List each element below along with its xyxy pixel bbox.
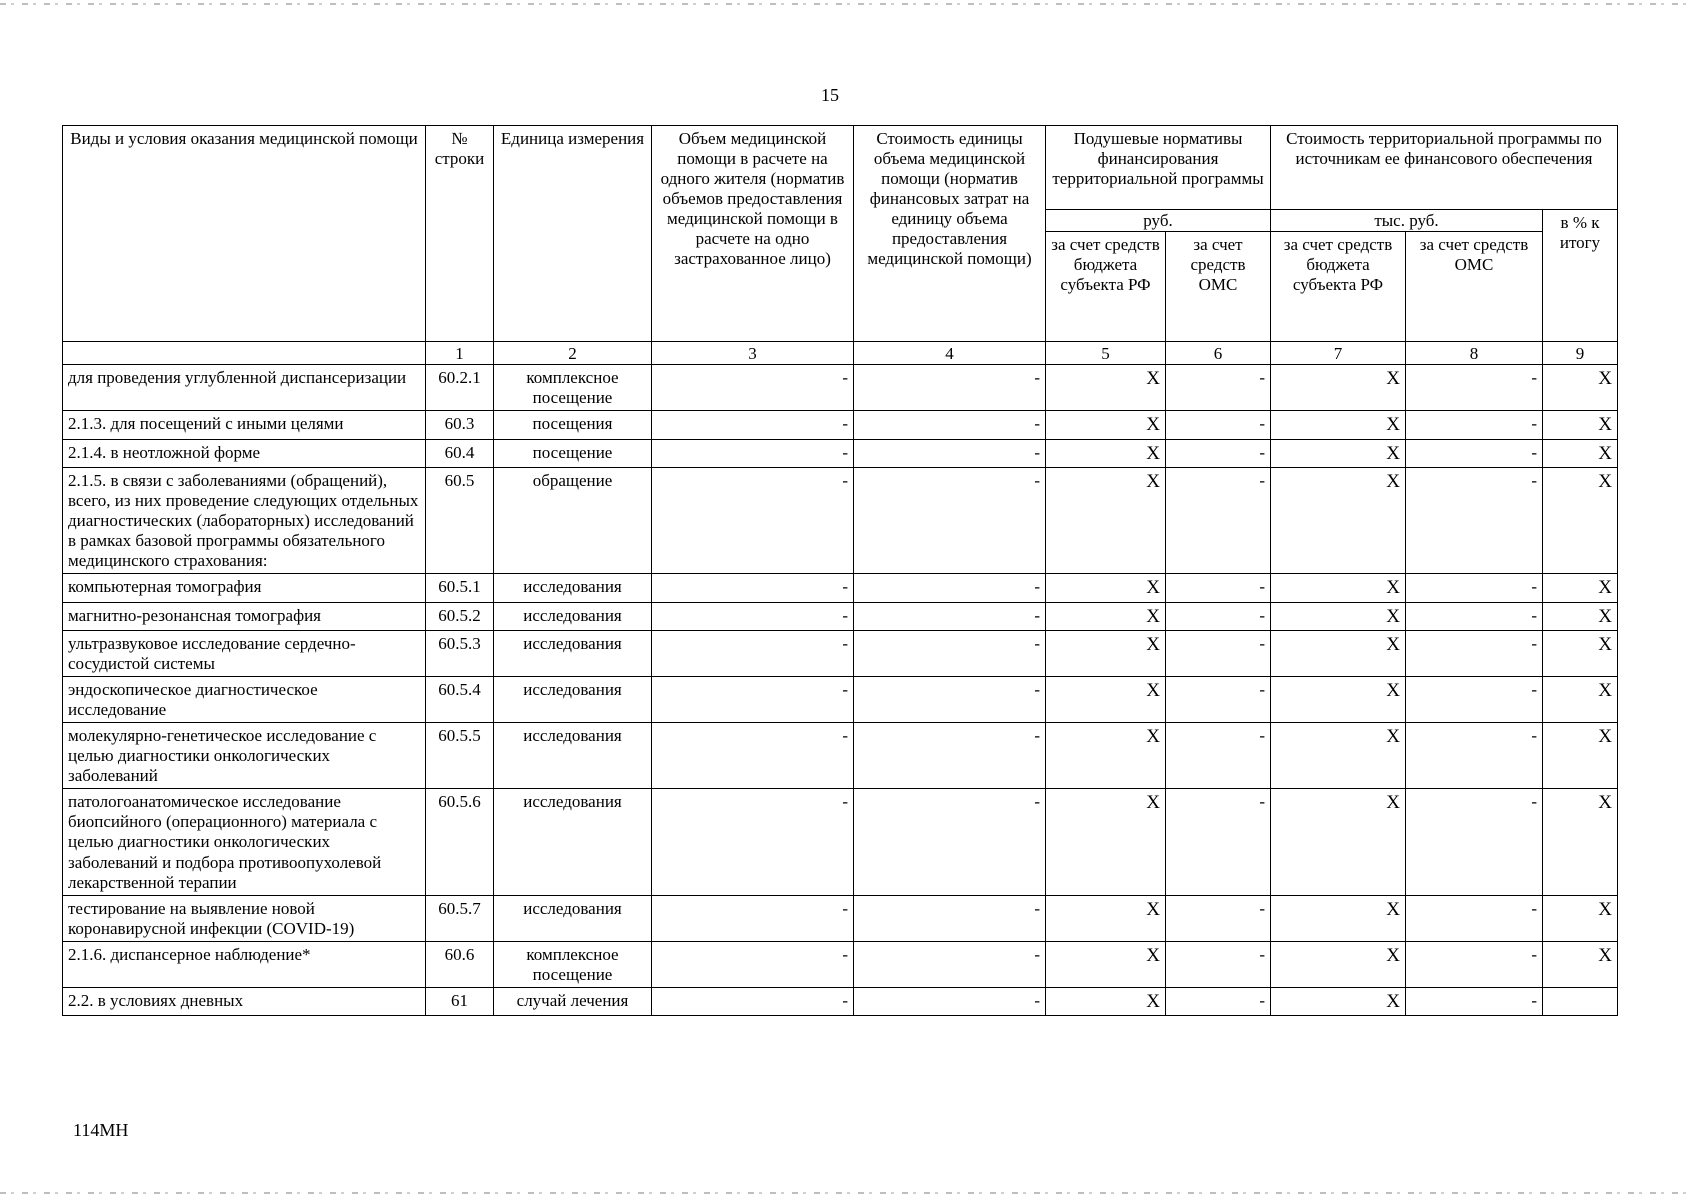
- scan-edge-top: [0, 3, 1686, 5]
- cell-cost-unit: -: [854, 602, 1046, 630]
- cell-oms-rub: -: [1166, 723, 1271, 789]
- cell-budget-rub: X: [1046, 631, 1166, 677]
- cell-volume: -: [652, 411, 854, 439]
- table-row: [63, 411, 1618, 439]
- cell-cost-unit: -: [854, 574, 1046, 602]
- cell-budget-rub: X: [1046, 574, 1166, 602]
- header-thous-rub: тыс. руб.: [1271, 210, 1543, 232]
- header-program-cost: Стоимость территориальной программы по источникам ее финансового обеспечения: [1271, 126, 1618, 210]
- header-line-no: № строки: [426, 126, 494, 342]
- row-unit: посещения: [494, 411, 652, 439]
- table-row: [63, 723, 1618, 789]
- cell-percent: X: [1543, 574, 1618, 602]
- row-name: 2.1.6. диспансерное наблюдение*: [63, 941, 426, 987]
- financing-table: [62, 125, 1618, 1016]
- row-unit: комплексное посещение: [494, 365, 652, 411]
- cell-budget-rub: X: [1046, 941, 1166, 987]
- table-row: [63, 468, 1618, 574]
- cell-oms-thous: -: [1406, 987, 1543, 1015]
- cell-cost-unit: -: [854, 895, 1046, 941]
- cell-volume: -: [652, 602, 854, 630]
- row-unit: исследования: [494, 723, 652, 789]
- row-line-no: 60.5.4: [426, 677, 494, 723]
- table-row: [63, 941, 1618, 987]
- header-kinds: Виды и условия оказания медицинской помощи: [63, 126, 426, 342]
- cell-volume: -: [652, 723, 854, 789]
- row-line-no: 60.4: [426, 439, 494, 467]
- cell-budget-rub: X: [1046, 468, 1166, 574]
- cell-percent: X: [1543, 631, 1618, 677]
- cell-percent: X: [1543, 789, 1618, 895]
- cell-percent: X: [1543, 602, 1618, 630]
- cell-percent: X: [1543, 468, 1618, 574]
- row-name: патологоанатомическое исследование биопсийного (операционного) материала с целью диагностики онкологических заболеваний и подбора противоопухолевой лекарственной терапии: [63, 789, 426, 895]
- cell-budget-thous: X: [1271, 987, 1406, 1015]
- row-line-no: 60.5.2: [426, 602, 494, 630]
- header-unit: Единица измерения: [494, 126, 652, 342]
- column-number-blank: [63, 342, 426, 365]
- header-cost-unit: Стоимость единицы объема медицинской помощи (норматив финансовых затрат на единицу объема предоставления медицинской помощи): [854, 126, 1046, 342]
- column-number: 5: [1046, 342, 1166, 365]
- page-number: 15: [821, 85, 839, 105]
- row-unit: исследования: [494, 602, 652, 630]
- cell-oms-rub: -: [1166, 468, 1271, 574]
- cell-oms-rub: -: [1166, 789, 1271, 895]
- column-number: 2: [494, 342, 652, 365]
- cell-budget-rub: X: [1046, 677, 1166, 723]
- cell-cost-unit: -: [854, 411, 1046, 439]
- cell-oms-thous: -: [1406, 631, 1543, 677]
- header-rub: руб.: [1046, 210, 1271, 232]
- cell-budget-rub: X: [1046, 365, 1166, 411]
- row-name: 2.1.3. для посещений с иными целями: [63, 411, 426, 439]
- cell-percent: X: [1543, 723, 1618, 789]
- header-oms-8: за счет средств ОМС: [1406, 232, 1543, 342]
- row-name: ультразвуковое исследование сердечно-сосудистой системы: [63, 631, 426, 677]
- cell-percent: X: [1543, 365, 1618, 411]
- table-row: [63, 439, 1618, 467]
- cell-oms-thous: -: [1406, 468, 1543, 574]
- cell-percent: X: [1543, 677, 1618, 723]
- table-row: [63, 789, 1618, 895]
- header-budget-rf-5: за счет средств бюджета субъекта РФ: [1046, 232, 1166, 342]
- row-unit: исследования: [494, 574, 652, 602]
- cell-oms-thous: -: [1406, 439, 1543, 467]
- row-line-no: 60.3: [426, 411, 494, 439]
- row-unit: исследования: [494, 631, 652, 677]
- cell-oms-rub: -: [1166, 411, 1271, 439]
- cell-volume: -: [652, 631, 854, 677]
- column-number: 7: [1271, 342, 1406, 365]
- cell-oms-rub: -: [1166, 677, 1271, 723]
- footer-code: 114МН: [73, 1120, 129, 1140]
- cell-budget-thous: X: [1271, 439, 1406, 467]
- row-unit: комплексное посещение: [494, 941, 652, 987]
- cell-oms-thous: -: [1406, 941, 1543, 987]
- cell-cost-unit: -: [854, 723, 1046, 789]
- cell-volume: -: [652, 677, 854, 723]
- table-row: [63, 895, 1618, 941]
- cell-budget-thous: X: [1271, 895, 1406, 941]
- row-unit: исследования: [494, 677, 652, 723]
- header-oms-6: за счет средств ОМС: [1166, 232, 1271, 342]
- cell-oms-rub: -: [1166, 631, 1271, 677]
- row-name: компьютерная томография: [63, 574, 426, 602]
- row-line-no: 60.5.6: [426, 789, 494, 895]
- column-number: 6: [1166, 342, 1271, 365]
- row-line-no: 60.5.1: [426, 574, 494, 602]
- cell-budget-thous: X: [1271, 941, 1406, 987]
- column-number-row: [63, 342, 1618, 365]
- row-name: для проведения углубленной диспансеризации: [63, 365, 426, 411]
- cell-cost-unit: -: [854, 631, 1046, 677]
- cell-budget-thous: X: [1271, 574, 1406, 602]
- cell-oms-thous: -: [1406, 789, 1543, 895]
- header-per-capita: Подушевые нормативы финансирования территориальной программы: [1046, 126, 1271, 210]
- cell-cost-unit: -: [854, 789, 1046, 895]
- row-name: магнитно-резонансная томография: [63, 602, 426, 630]
- column-number: 3: [652, 342, 854, 365]
- cell-budget-thous: X: [1271, 365, 1406, 411]
- cell-budget-thous: X: [1271, 677, 1406, 723]
- row-name: 2.1.5. в связи с заболеваниями (обращений), всего, из них проведение следующих отдельных диагностических (лабораторных) исследований в рамках базовой программы обязательного медицинского страхования:: [63, 468, 426, 574]
- cell-budget-thous: X: [1271, 602, 1406, 630]
- cell-budget-thous: X: [1271, 468, 1406, 574]
- cell-budget-thous: X: [1271, 789, 1406, 895]
- row-unit: обращение: [494, 468, 652, 574]
- column-number: 8: [1406, 342, 1543, 365]
- cell-budget-rub: X: [1046, 439, 1166, 467]
- scan-edge-bottom: [0, 1192, 1686, 1194]
- row-unit: исследования: [494, 789, 652, 895]
- cell-oms-rub: -: [1166, 895, 1271, 941]
- header-percent-total: в % к итогу: [1543, 210, 1618, 342]
- cell-budget-thous: X: [1271, 723, 1406, 789]
- cell-oms-thous: -: [1406, 411, 1543, 439]
- row-line-no: 60.6: [426, 941, 494, 987]
- table-row: [63, 987, 1618, 1015]
- cell-cost-unit: -: [854, 987, 1046, 1015]
- cell-oms-thous: -: [1406, 677, 1543, 723]
- cell-percent: X: [1543, 411, 1618, 439]
- cell-oms-rub: -: [1166, 941, 1271, 987]
- row-name: эндоскопическое диагностическое исследование: [63, 677, 426, 723]
- table-row: [63, 602, 1618, 630]
- row-line-no: 60.5.7: [426, 895, 494, 941]
- cell-percent: X: [1543, 895, 1618, 941]
- cell-oms-thous: -: [1406, 723, 1543, 789]
- cell-oms-rub: -: [1166, 365, 1271, 411]
- cell-budget-rub: X: [1046, 602, 1166, 630]
- table-row: [63, 365, 1618, 411]
- cell-cost-unit: -: [854, 365, 1046, 411]
- cell-oms-rub: -: [1166, 439, 1271, 467]
- cell-budget-rub: X: [1046, 895, 1166, 941]
- cell-budget-thous: X: [1271, 631, 1406, 677]
- table-row: [63, 677, 1618, 723]
- cell-oms-rub: -: [1166, 602, 1271, 630]
- row-name: 2.2. в условиях дневных: [63, 987, 426, 1015]
- cell-volume: -: [652, 789, 854, 895]
- header-budget-rf-7: за счет средств бюджета субъекта РФ: [1271, 232, 1406, 342]
- table-body: [63, 342, 1618, 1016]
- column-number: 9: [1543, 342, 1618, 365]
- column-number: 1: [426, 342, 494, 365]
- cell-volume: -: [652, 941, 854, 987]
- cell-cost-unit: -: [854, 439, 1046, 467]
- cell-cost-unit: -: [854, 677, 1046, 723]
- header-row-1: [63, 126, 1618, 210]
- cell-budget-rub: X: [1046, 789, 1166, 895]
- row-unit: посещение: [494, 439, 652, 467]
- cell-volume: -: [652, 895, 854, 941]
- row-unit: случай лечения: [494, 987, 652, 1015]
- row-line-no: 61: [426, 987, 494, 1015]
- cell-oms-thous: -: [1406, 365, 1543, 411]
- table-row: [63, 574, 1618, 602]
- cell-budget-rub: X: [1046, 987, 1166, 1015]
- cell-budget-rub: X: [1046, 411, 1166, 439]
- cell-oms-thous: -: [1406, 895, 1543, 941]
- row-line-no: 60.2.1: [426, 365, 494, 411]
- cell-volume: -: [652, 987, 854, 1015]
- cell-percent: X: [1543, 439, 1618, 467]
- cell-percent: [1543, 987, 1618, 1015]
- cell-cost-unit: -: [854, 941, 1046, 987]
- table-row: [63, 631, 1618, 677]
- cell-budget-thous: X: [1271, 411, 1406, 439]
- row-name: 2.1.4. в неотложной форме: [63, 439, 426, 467]
- cell-oms-rub: -: [1166, 987, 1271, 1015]
- cell-oms-thous: -: [1406, 602, 1543, 630]
- column-number: 4: [854, 342, 1046, 365]
- row-line-no: 60.5: [426, 468, 494, 574]
- row-name: тестирование на выявление новой коронавирусной инфекции (COVID-19): [63, 895, 426, 941]
- header-volume: Объем медицинской помощи в расчете на одного жителя (норматив объемов предоставления медицинской помощи в расчете на одно застрахованное лицо): [652, 126, 854, 342]
- row-line-no: 60.5.3: [426, 631, 494, 677]
- row-line-no: 60.5.5: [426, 723, 494, 789]
- cell-volume: -: [652, 439, 854, 467]
- cell-oms-rub: -: [1166, 574, 1271, 602]
- cell-volume: -: [652, 365, 854, 411]
- row-name: молекулярно-генетическое исследование с целью диагностики онкологических заболеваний: [63, 723, 426, 789]
- cell-percent: X: [1543, 941, 1618, 987]
- row-unit: исследования: [494, 895, 652, 941]
- cell-budget-rub: X: [1046, 723, 1166, 789]
- cell-volume: -: [652, 574, 854, 602]
- cell-oms-thous: -: [1406, 574, 1543, 602]
- cell-cost-unit: -: [854, 468, 1046, 574]
- cell-volume: -: [652, 468, 854, 574]
